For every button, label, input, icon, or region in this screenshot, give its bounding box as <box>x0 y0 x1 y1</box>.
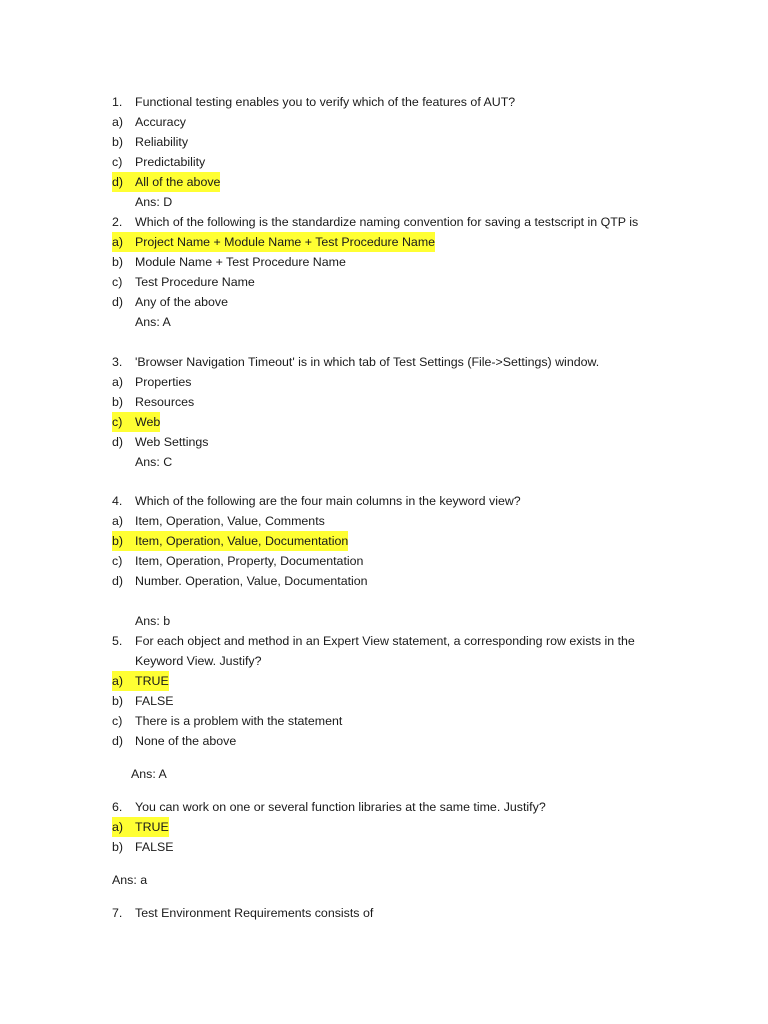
option-5b <box>112 691 174 711</box>
question-text-line1: For each object and method in an Expert View statement, a corresponding row exists in the <box>135 634 635 648</box>
option-1d-highlighted <box>112 172 220 192</box>
question-number: 5. <box>112 634 123 648</box>
option-text: Number. Operation, Value, Documentation <box>135 574 368 588</box>
answer-6: Ans: a <box>112 873 148 887</box>
option-6a-highlighted <box>112 817 169 837</box>
option-letter: c) <box>112 275 123 289</box>
answer-5: Ans: A <box>131 767 167 781</box>
option-letter: b) <box>112 694 124 708</box>
option-2c <box>112 272 255 292</box>
option-text: Item, Operation, Value, Comments <box>135 514 325 528</box>
option-letter: d) <box>112 574 124 588</box>
option-letter: b) <box>112 534 124 548</box>
option-6b <box>112 837 174 857</box>
question-5 <box>112 631 635 651</box>
option-1c <box>112 152 205 172</box>
option-4b-highlighted <box>112 531 348 551</box>
question-text: 'Browser Navigation Timeout' is in which tab of Test Settings (File->Settings) window. <box>135 355 600 369</box>
option-1a <box>112 112 186 132</box>
option-text: Accuracy <box>135 115 186 129</box>
option-text: Properties <box>135 375 192 389</box>
option-4c <box>112 551 363 571</box>
option-text: Item, Operation, Property, Documentation <box>135 554 364 568</box>
option-letter: a) <box>112 235 124 249</box>
option-letter: b) <box>112 395 124 409</box>
question-3 <box>112 352 599 372</box>
option-text: Item, Operation, Value, Documentation <box>135 534 349 548</box>
option-text: FALSE <box>135 840 174 854</box>
option-letter: a) <box>112 514 124 528</box>
option-text: FALSE <box>135 694 174 708</box>
option-3c-highlighted <box>112 412 160 432</box>
question-text: Which of the following is the standardize naming convention for saving a testscript in QTP is <box>135 215 639 229</box>
option-text: Test Procedure Name <box>135 275 255 289</box>
option-2a-highlighted <box>112 232 435 252</box>
option-5d <box>112 731 236 751</box>
question-7 <box>112 903 373 923</box>
option-letter: c) <box>112 155 123 169</box>
question-number: 2. <box>112 215 123 229</box>
option-text: Resources <box>135 395 195 409</box>
option-letter: c) <box>112 714 123 728</box>
question-6 <box>112 797 546 817</box>
option-1b <box>112 132 188 152</box>
option-4a <box>112 511 325 531</box>
answer-4: Ans: b <box>135 614 171 628</box>
option-3a <box>112 372 191 392</box>
option-text: Web Settings <box>135 435 209 449</box>
option-letter: d) <box>112 734 124 748</box>
option-letter: c) <box>112 415 123 429</box>
option-3d <box>112 432 208 452</box>
option-letter: d) <box>112 295 124 309</box>
option-letter: d) <box>112 435 124 449</box>
option-text: Reliability <box>135 135 189 149</box>
option-letter: b) <box>112 255 124 269</box>
option-letter: a) <box>112 375 124 389</box>
question-number: 6. <box>112 800 123 814</box>
question-1 <box>112 92 515 112</box>
option-text: All of the above <box>135 175 221 189</box>
option-text: Predictability <box>135 155 206 169</box>
option-letter: d) <box>112 175 124 189</box>
option-3b <box>112 392 194 412</box>
option-text: Web <box>135 415 161 429</box>
option-2b <box>112 252 346 272</box>
option-text: None of the above <box>135 734 237 748</box>
answer-2: Ans: A <box>135 315 171 329</box>
question-text-line2: Keyword View. Justify? <box>135 654 262 668</box>
option-letter: a) <box>112 115 124 129</box>
question-2 <box>112 212 638 232</box>
question-text: Which of the following are the four main columns in the keyword view? <box>135 494 521 508</box>
option-text: Project Name + Module Name + Test Procedure Name <box>135 235 436 249</box>
answer-1: Ans: D <box>135 195 173 209</box>
option-letter: c) <box>112 554 123 568</box>
option-letter: b) <box>112 840 124 854</box>
question-number: 7. <box>112 906 123 920</box>
option-5c <box>112 711 342 731</box>
option-4d <box>112 571 368 591</box>
option-letter: b) <box>112 135 124 149</box>
question-number: 4. <box>112 494 123 508</box>
question-number: 3. <box>112 355 123 369</box>
option-letter: a) <box>112 820 124 834</box>
question-4 <box>112 491 521 511</box>
option-text: TRUE <box>135 820 169 834</box>
question-text: Test Environment Requirements consists of <box>135 906 374 920</box>
option-2d <box>112 292 228 312</box>
option-text: There is a problem with the statement <box>135 714 343 728</box>
option-text: TRUE <box>135 674 169 688</box>
option-text: Module Name + Test Procedure Name <box>135 255 346 269</box>
answer-3: Ans: C <box>135 455 173 469</box>
question-text: Functional testing enables you to verify which of the features of AUT? <box>135 95 516 109</box>
option-5a-highlighted <box>112 671 169 691</box>
option-letter: a) <box>112 674 124 688</box>
question-text: You can work on one or several function libraries at the same time. Justify? <box>135 800 546 814</box>
option-text: Any of the above <box>135 295 228 309</box>
question-number: 1. <box>112 95 123 109</box>
